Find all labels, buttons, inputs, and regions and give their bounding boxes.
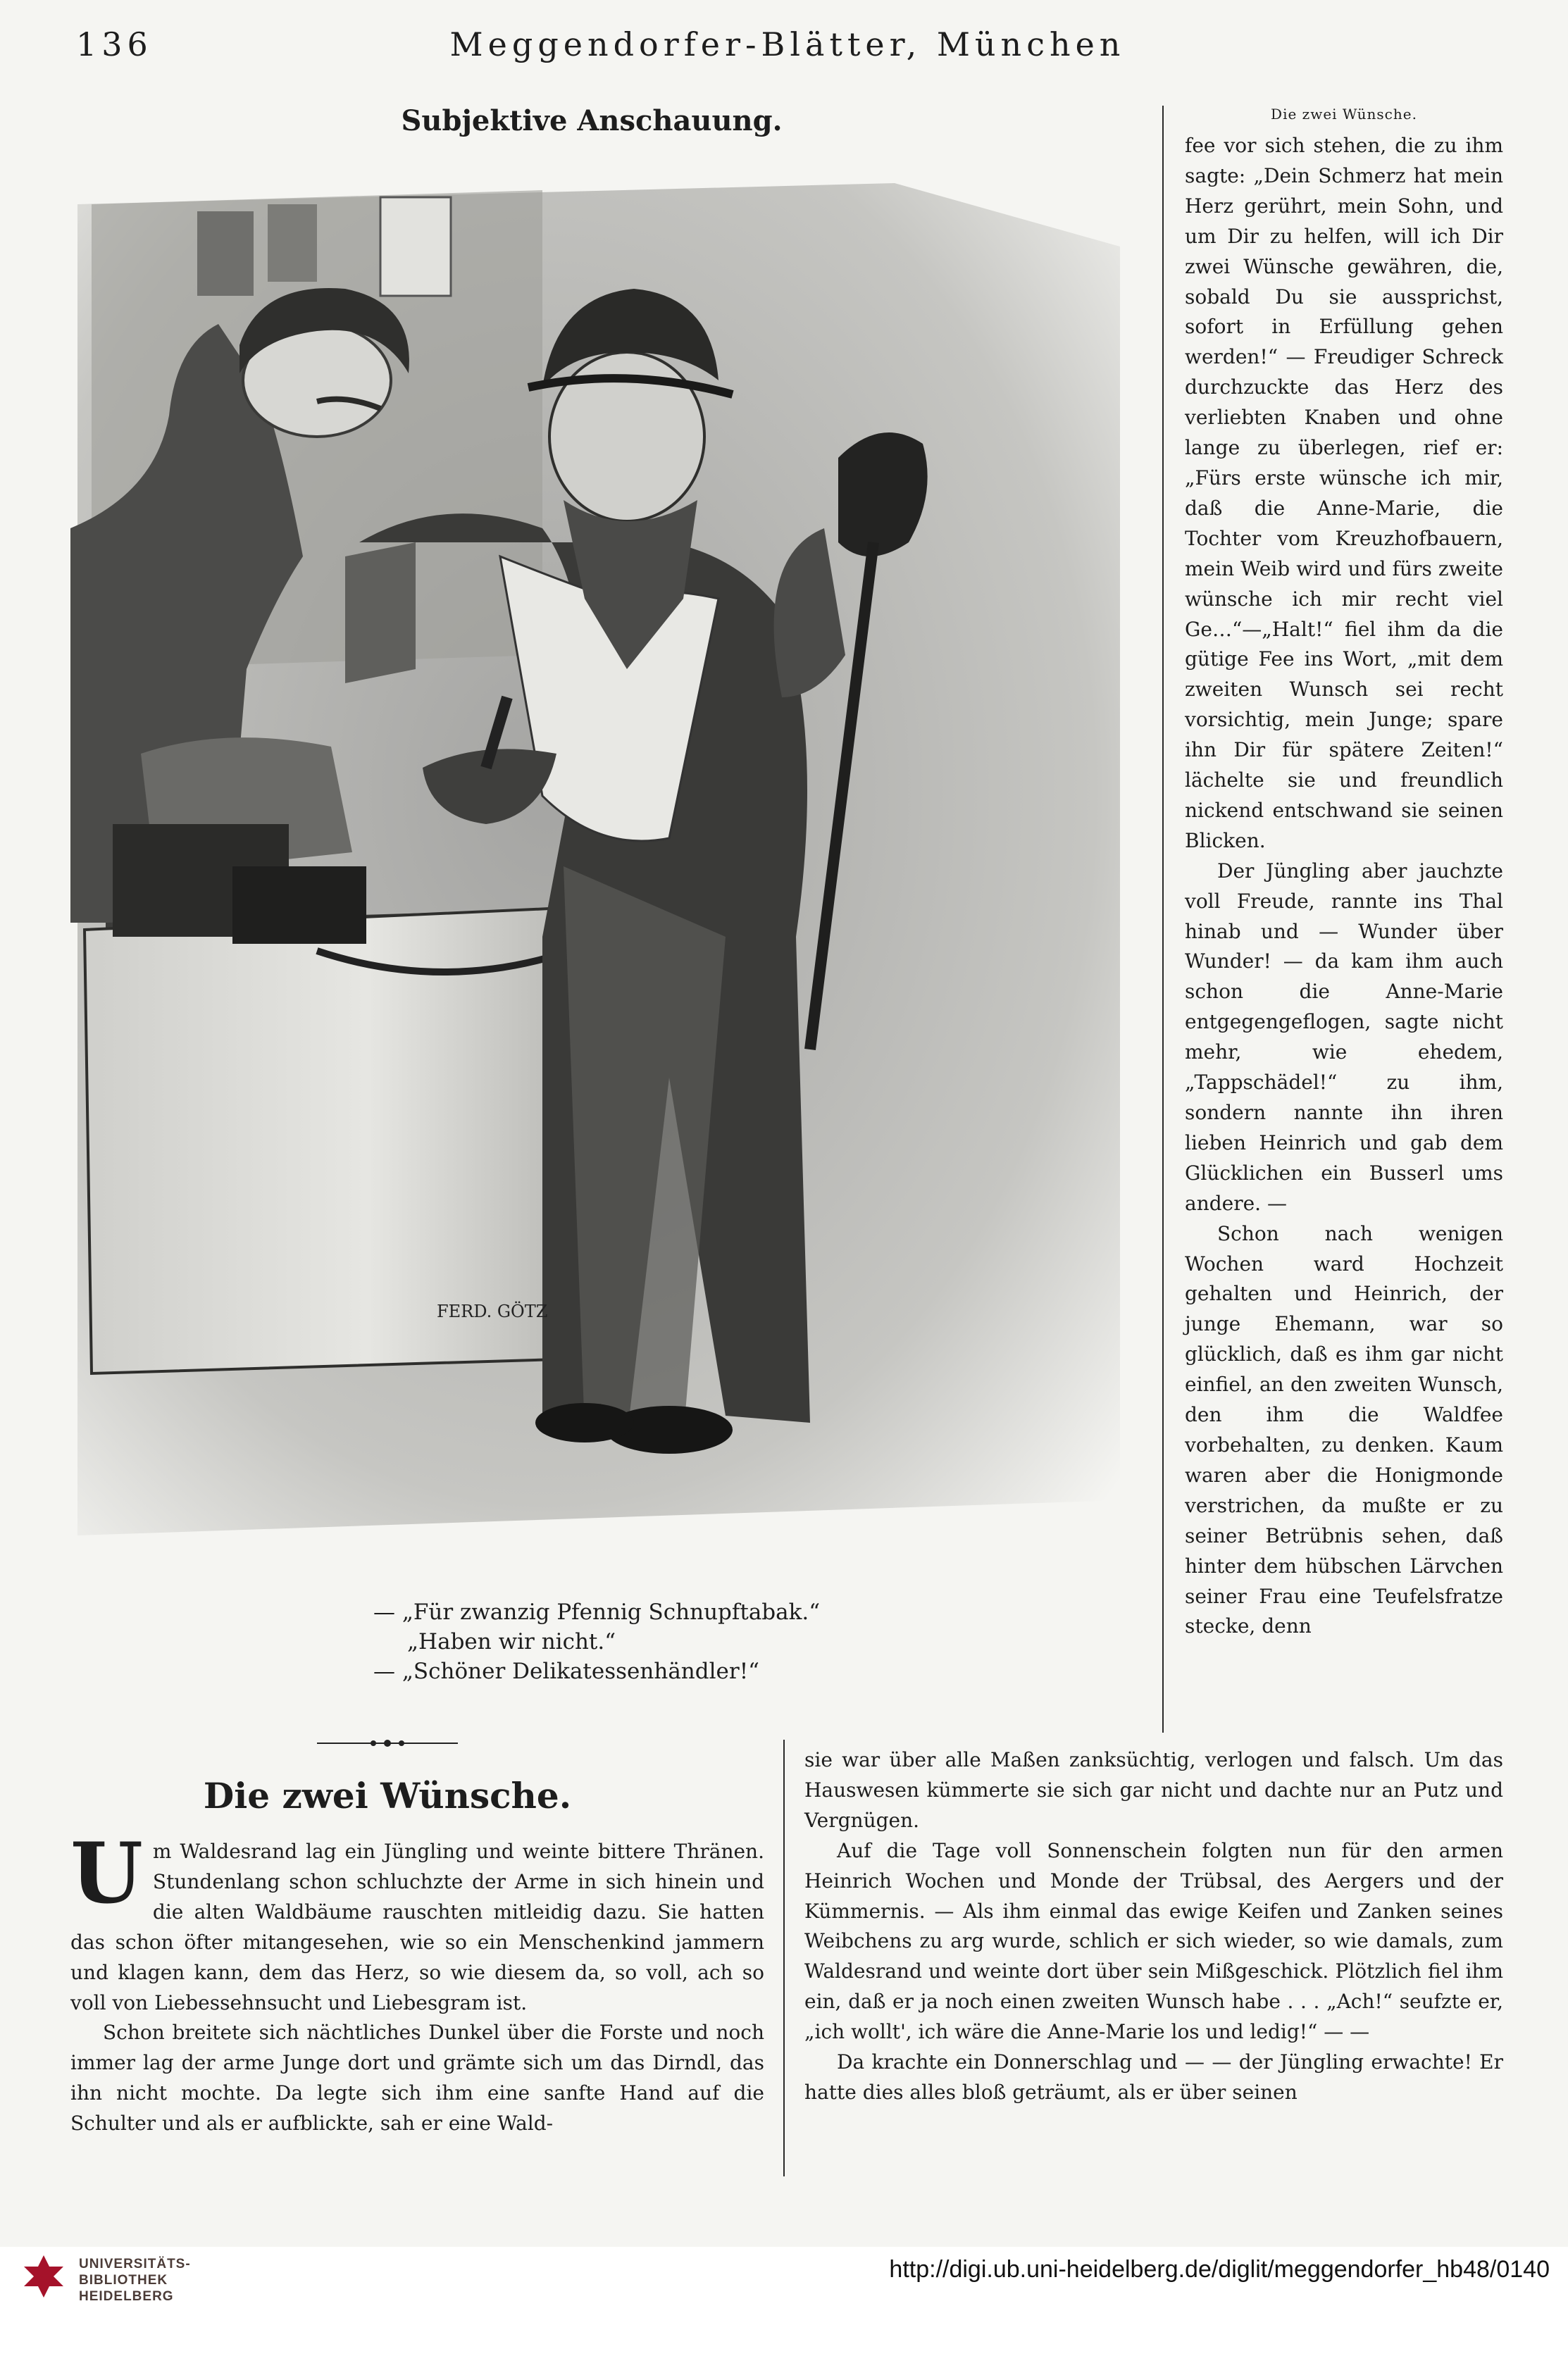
column-rule — [783, 1740, 785, 2176]
running-head — [76, 25, 1499, 75]
column-rule — [1162, 106, 1164, 1733]
shelf-box — [197, 211, 254, 296]
cartoon-illustration — [49, 162, 1141, 1578]
library-name: UNIVERSITÄTS- BIBLIOTHEK HEIDELBERG — [79, 2257, 191, 2304]
page-number: 136 — [76, 25, 153, 63]
story-column-left — [70, 1824, 764, 2139]
cartoon-title: Subjektive Anschauung. — [401, 104, 783, 137]
story-column-right — [1185, 131, 1503, 1642]
caption-line: — „Schöner Delikatessenhändler!“ — [373, 1659, 759, 1684]
separator-ornament — [317, 1738, 458, 1748]
artist-signature: FERD. GÖTZ — [437, 1302, 548, 1321]
paragraph: Schon breitete sich nächtliches Dunkel über die Forste und noch immer lag der arme Junge dort und grämte sich um das Dirndl, das ihn nicht mochte. Da legte sich ihm eine sanfte Hand auf die Schulter und als er aufblickte, sah er eine Wald- — [70, 2021, 764, 2136]
caption-line: „Haben wir nicht.“ — [407, 1629, 616, 1654]
scales-pan — [232, 866, 366, 944]
shelf-box — [380, 197, 451, 296]
paragraph: Da krachte ein Donnerschlag und — — der Jüngling erwachte! Er hatte dies alles bloß geträumt, als er über seinen — [804, 2050, 1503, 2104]
paragraph: Schon nach wenigen Wochen ward Hochzeit gehalten und Heinrich, der junge Ehemann, war so glücklich, daß es ihm gar nicht einfiel, an den zweiten Wunsch, den ihm die Waldfee vorbehalten, zu denken. Kaum waren aber die Honigmonde verstrichen, da mußte er zu seiner Betrübnis sehen, daß hinter dem hübschen Lärvchen seiner Frau eine Teufelsfratze stecke, denn — [1185, 1221, 1503, 1638]
continuation-header: Die zwei Wünsche. — [1271, 106, 1417, 123]
source-url-link[interactable]: http://digi.ub.uni-heidelberg.de/diglit/meggendorfer_hb48/0140 — [889, 2256, 1550, 2283]
paragraph: fee vor sich stehen, die zu ihm sagte: „Dein Schmerz hat mein Herz gerührt, mein Sohn, und um Dir zu helfen, will ich Dir zwei Wünsche gewähren, die, sobald Du sie aussprichst, sofort in Erfüllung gehen werden!“ — Freudiger Schreck durchzuckte das Herz des verliebten Knaben und ohne lange zu überlegen, rief er: „Fürs erste wünsche ich mir, daß die Anne-Marie, die Tochter vom Kreuzhofbauern, mein Weib wird und fürs zweite wünsche ich mir recht viel Ge…“—„Halt!“ fiel ihm da die gütige Fee ins Wort, „mit dem zweiten Wunsch sei recht vorsichtig, mein Junge; spare ihn Dir für spätere Zeiten!“ lächelte sie und freundlich nickend entschwand sie seinen Blicken. — [1185, 134, 1503, 852]
paragraph: Auf die Tage voll Sonnenschein folgten nun für den armen Heinrich Wochen und Monde der Trübsal, des Aergers und der Kümmernis. — Als ihm einmal das ewige Keifen und Zanken seines Weibchens zu arg wurde, schlich er sich wieder, so wie damals, zum Waldesrand und weinte dort über sein Mißgeschick. Plötzlich fiel ihm ein, daß er ja noch einen zweiten Wunsch habe . . . „Ach!“ seufzte er, „ich wollt', ich wäre die Anne-Marie los und ledig!“ — — — [804, 1838, 1503, 2044]
paragraph: Der Jüngling aber jauchzte voll Freude, rannte ins Thal hinab und — Wunder über Wunder! — da kam ihm auch schon die Anne-Marie entgegengeflogen, sagte nicht mehr, wie ehedem, „Tappschädel!“ zu ihm, sondern nannte ihn ihren lieben Heinrich und gab dem Glücklichen ein Busserl ums andere. — — [1185, 859, 1503, 1215]
magazine-title: Meggendorfer-Blätter, München — [449, 25, 1126, 63]
drop-cap: U — [70, 1824, 143, 1922]
cake-dome — [345, 542, 416, 683]
paragraph: m Waldesrand lag ein Jüngling und weinte bittere Thränen. Stundenlang schon schluchzte der Arme in sich hinein und die alten Waldbäume rauschten mitleidig dazu. Sie hatten das schon öfter mitangesehen, wie so ein Menschenkind jammern und klagen kann, dem das Herz, so wie diesem da, so voll, ach so voll von Liebessehnsucht und Liebesgram ist. — [70, 1840, 764, 2014]
shelf-box — [268, 204, 317, 282]
university-seal-icon — [21, 2254, 66, 2299]
caption-line: — „Für zwanzig Pfennig Schnupftabak.“ — [373, 1600, 821, 1625]
boot-left — [535, 1403, 634, 1442]
paragraph: sie war über alle Maßen zanksüchtig, verlogen und falsch. Um das Hauswesen kümmerte sie sich gar nicht und dachte nur an Putz und Vergnügen. — [804, 1748, 1503, 1832]
story-title: Die zwei Wünsche. — [203, 1775, 572, 1816]
story-column-middle — [804, 1745, 1503, 2108]
